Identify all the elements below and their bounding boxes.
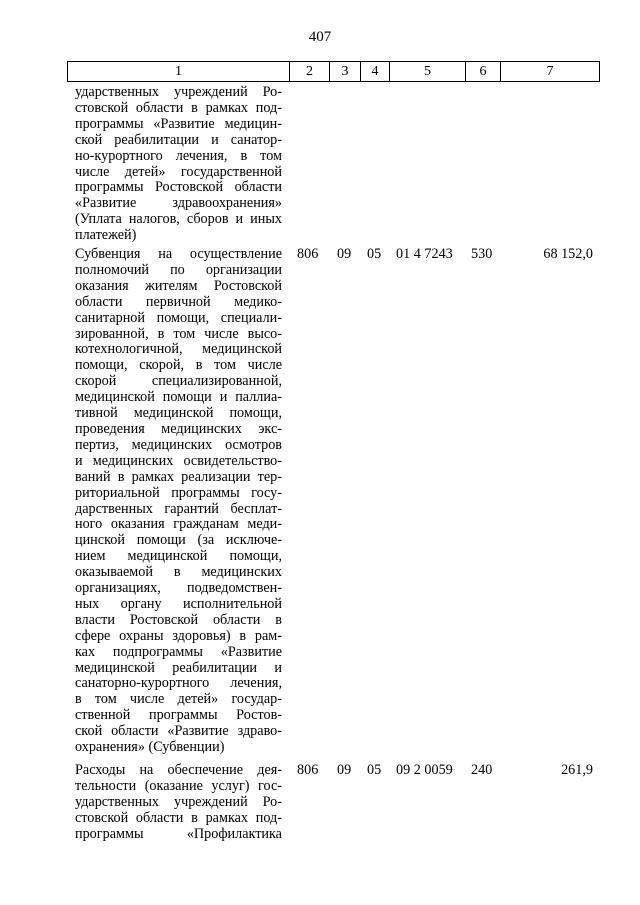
description-line: дарственных гарантий бесплат- (75, 500, 282, 517)
description-line: ской реабилитации и санатор- (75, 131, 282, 148)
description-line: области первичной медико- (75, 293, 282, 310)
cell-amount: 68 152,0 (543, 246, 593, 262)
description-line: числе детей» государственной (75, 163, 282, 180)
description-line: сфере охраны здоровья) в рам- (75, 627, 282, 644)
cell-amount: 261,9 (561, 762, 593, 778)
description-line: оказания жителям Ростовской (75, 277, 282, 294)
description-line: зированной, в том числе высо- (75, 325, 282, 342)
description-line: котехнологичной, медицинской (75, 341, 282, 358)
description-line: помощи, скорой, в том числе (75, 357, 282, 374)
description-line: охранения» (Субвенции) (75, 739, 225, 756)
description-line: стовской области в рамках под- (75, 809, 282, 826)
header-col-1: 1 (175, 64, 182, 79)
header-col-6: 6 (465, 62, 500, 81)
description-line: программы «Развитие медицин- (75, 115, 282, 132)
description-line: нием медицинской помощи, (75, 548, 282, 565)
description-line: риториальной программы госу- (75, 484, 282, 501)
description-line: стовской области в рамках под- (75, 99, 282, 116)
cell-section: 09 (337, 762, 352, 778)
header-col-4: 4 (360, 62, 389, 81)
description-line: скорой специализированной, (75, 373, 282, 390)
header-col-5: 5 (389, 62, 465, 81)
description-line: и медицинских освидетельство- (75, 452, 282, 469)
description-line: власти Ростовской области в (75, 611, 282, 628)
cell-ministry-code: 806 (297, 762, 319, 778)
cell-subsection: 05 (367, 762, 382, 778)
header-col-3: 3 (329, 62, 360, 81)
description-line: программы «Профилактика (75, 825, 282, 842)
description-line: медицинской помощи и паллиа- (75, 389, 282, 406)
description-line: «Развитие здравоохранения» (75, 195, 282, 212)
cell-section: 09 (337, 246, 352, 262)
page-number: 407 (308, 29, 332, 45)
description-line: пертиз, медицинских осмотров (75, 436, 282, 453)
cell-target-article: 09 2 0059 (396, 762, 453, 778)
cell-subsection: 05 (367, 246, 382, 262)
description-line: ваний в рамках реализации тер- (75, 468, 282, 485)
description-line: тельности (оказание услуг) гос- (75, 777, 282, 794)
cell-expense-type: 240 (471, 762, 493, 778)
description-line: санаторно-курортного лечения, (75, 675, 282, 692)
description-line: цинской помощи (за исключе- (75, 532, 282, 549)
description-line: ственной программы Ростов- (75, 707, 282, 724)
description-line: ках подпрограммы «Развитие (75, 643, 282, 660)
description-line: платежей) (75, 227, 137, 244)
description-line: санитарной помощи, специали- (75, 309, 282, 326)
description-line: программы Ростовской области (75, 179, 282, 196)
description-line: (Уплата налогов, сборов и иных (75, 211, 282, 228)
cell-expense-type: 530 (471, 246, 493, 262)
description-line: организациях, подведомствен- (75, 580, 282, 597)
description-line: медицинской реабилитации и (75, 659, 282, 676)
description-line: Субвенция на осуществление (75, 246, 282, 262)
description-line: оказываемой в медицинских (75, 564, 282, 581)
description-line: ного оказания гражданам меди- (75, 516, 282, 533)
header-col-2: 2 (289, 62, 329, 81)
header-col-7: 7 (500, 62, 599, 81)
description-line: Расходы на обеспечение дея- (75, 762, 282, 778)
description-line: полномочий по организации (75, 261, 282, 278)
description-line: ударственных учреждений Ро- (75, 793, 282, 810)
table-row-description (75, 85, 282, 244)
description-line: ской области «Развитие здраво- (75, 723, 282, 740)
table-row-description (75, 247, 282, 756)
description-line: в том числе детей» государ- (75, 691, 282, 708)
description-line: ударственных учреждений Ро- (75, 84, 282, 100)
cell-ministry-code: 806 (297, 246, 319, 262)
description-line: но-курортного лечения, в том (75, 147, 282, 164)
table-header (67, 61, 600, 82)
description-line: тивной медицинской помощи, (75, 405, 282, 422)
description-line: ных органу исполнительной (75, 595, 282, 612)
description-line: проведения медицинских экс- (75, 420, 282, 437)
table-row-description (75, 763, 282, 843)
cell-target-article: 01 4 7243 (396, 246, 453, 262)
